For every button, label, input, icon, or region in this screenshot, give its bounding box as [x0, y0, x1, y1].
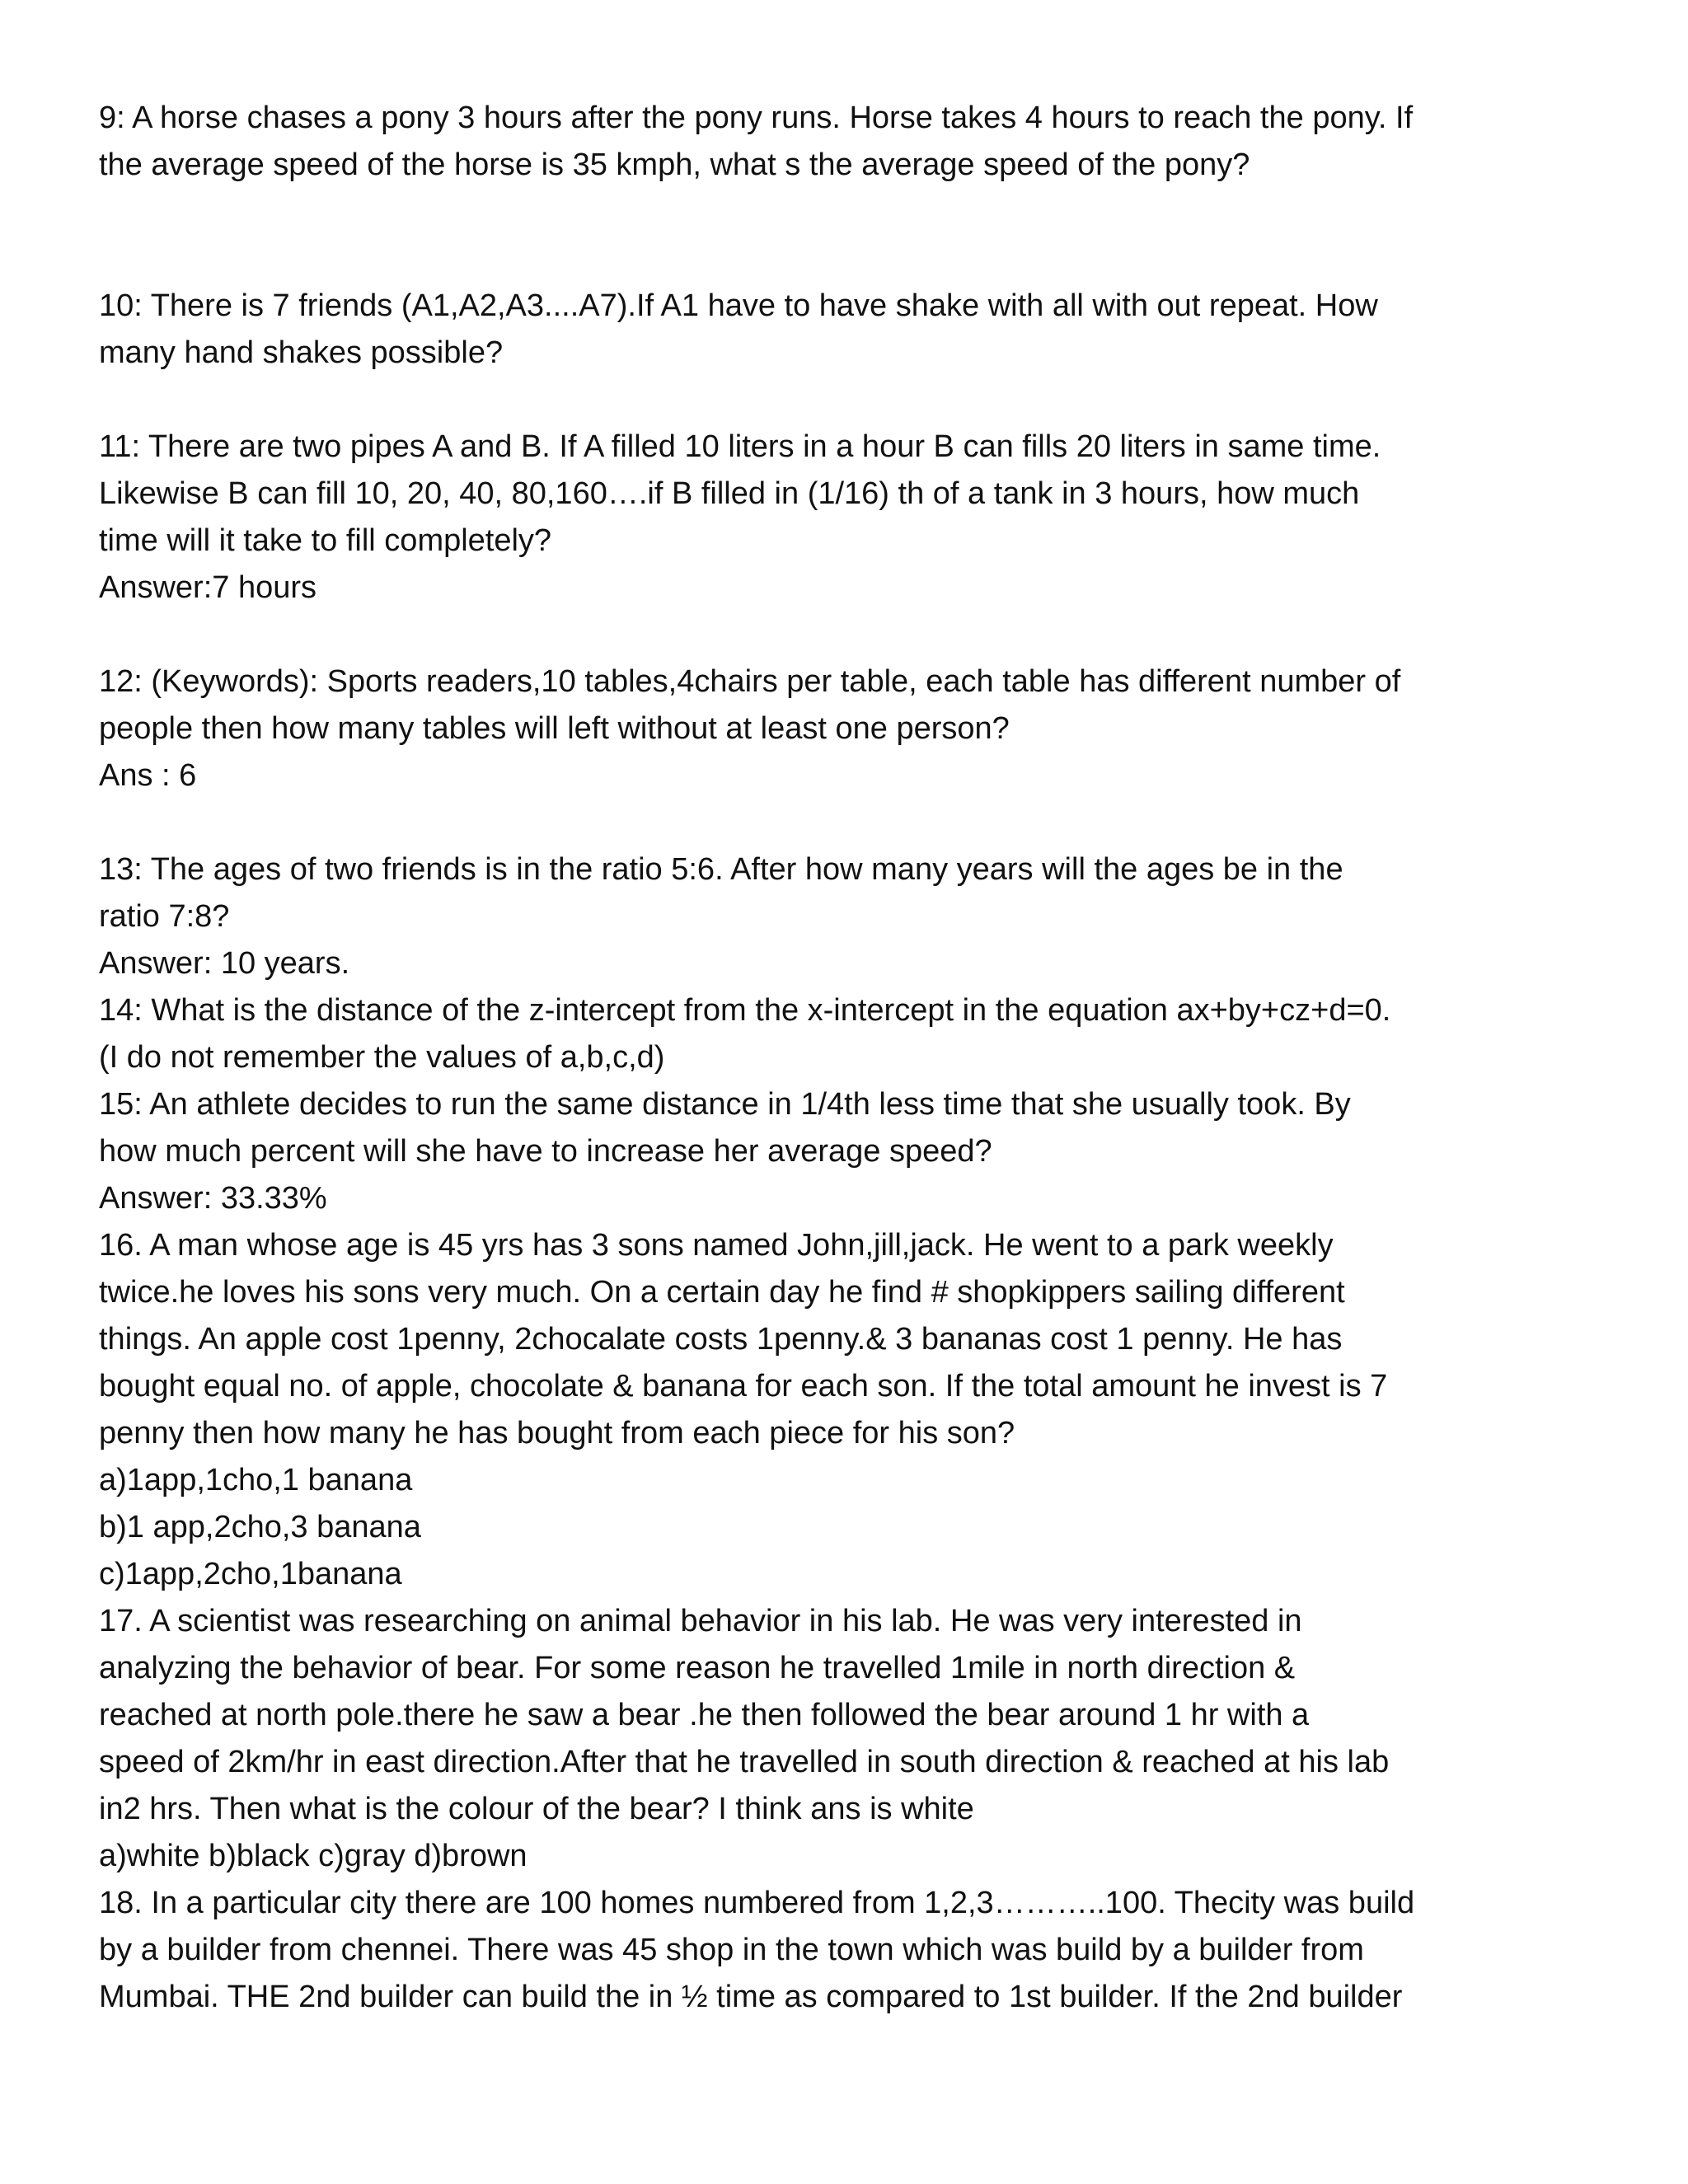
text-line: reached at north pole.there he saw a bear .he then followed the bear around 1 hr with a: [99, 1698, 1310, 1732]
text-line: things. An apple cost 1penny, 2chocalate costs 1penny.& 3 bananas cost 1 penny. He has: [99, 1322, 1343, 1357]
option-line: a)white b)black c)gray d)brown: [99, 1839, 528, 1873]
text-line: 10: There is 7 friends (A1,A2,A3....A7).If A1 have to have shake with all with out repeat. How: [99, 288, 1378, 323]
text-line: how much percent will she have to increase her average speed?: [99, 1134, 992, 1169]
text-line: penny then how many he has bought from each piece for his son?: [99, 1416, 1015, 1451]
text-line: people then how many tables will left without at least one person?: [99, 711, 1010, 746]
text-line: many hand shakes possible?: [99, 335, 504, 370]
text-line: speed of 2km/hr in east direction.After that he travelled in south direction & reached at his lab: [99, 1745, 1390, 1779]
answer-line: Answer: 33.33%: [99, 1181, 327, 1216]
paragraph-gap: [99, 377, 1607, 424]
text-line: 17. A scientist was researching on animal behavior in his lab. He was very interested in: [99, 1604, 1302, 1638]
questions-13-18: [99, 846, 1607, 2021]
text-line: 15: An athlete decides to run the same distance in 1/4th less time that she usually took. By: [99, 1087, 1351, 1122]
text-line: 11: There are two pipes A and B. If A filled 10 liters in a hour B can fills 20 liters in same time.: [99, 429, 1381, 464]
text-line: 16. A man whose age is 45 yrs has 3 sons named John,jill,jack. He went to a park weekly: [99, 1228, 1334, 1263]
text-line: 13: The ages of two friends is in the ratio 5:6. After how many years will the ages be in the: [99, 852, 1343, 887]
option-line: c)1app,2cho,1banana: [99, 1557, 402, 1591]
question-9: [99, 95, 1607, 189]
text-line: Likewise B can fill 10, 20, 40, 80,160….if B filled in (1/16) th of a tank in 3 hours, how much: [99, 476, 1360, 511]
text-line: ratio 7:8?: [99, 899, 230, 934]
text-line: 14: What is the distance of the z-intercept from the x-intercept in the equation ax+by+cz+d=0.: [99, 993, 1391, 1028]
question-12: [99, 658, 1607, 799]
answer-line: Answer:7 hours: [99, 570, 317, 605]
paragraph-gap: [99, 799, 1607, 846]
text-line: the average speed of the horse is 35 kmph, what s the average speed of the pony?: [99, 148, 1250, 182]
text-line: twice.he loves his sons very much. On a certain day he find # shopkippers sailing different: [99, 1275, 1345, 1310]
text-line: in2 hrs. Then what is the colour of the bear? I think ans is white: [99, 1792, 974, 1826]
question-10: [99, 283, 1607, 377]
text-line: bought equal no. of apple, chocolate & banana for each son. If the total amount he invest is 7: [99, 1369, 1388, 1404]
option-line: a)1app,1cho,1 banana: [99, 1463, 413, 1497]
answer-line: Answer: 10 years.: [99, 946, 350, 981]
text-line: 12: (Keywords): Sports readers,10 tables,4chairs per table, each table has different number of: [99, 664, 1401, 699]
answer-line: Ans : 6: [99, 758, 197, 793]
text-line: Mumbai. THE 2nd builder can build the in ½ time as compared to 1st builder. If the 2nd builder: [99, 1980, 1403, 2014]
document-text: [99, 95, 1607, 2021]
text-line: analyzing the behavior of bear. For some reason he travelled 1mile in north direction &: [99, 1651, 1296, 1685]
paragraph-gap: [99, 189, 1607, 283]
paragraph-gap: [99, 612, 1607, 658]
text-line: 18. In a particular city there are 100 homes numbered from 1,2,3………..100. Thecity was build: [99, 1886, 1415, 1920]
text-line: (I do not remember the values of a,b,c,d): [99, 1040, 665, 1075]
option-line: b)1 app,2cho,3 banana: [99, 1510, 421, 1544]
text-line: by a builder from chennei. There was 45 shop in the town which was build by a builder from: [99, 1933, 1364, 1967]
question-11: [99, 424, 1607, 612]
text-line: time will it take to fill completely?: [99, 523, 552, 558]
text-line: 9: A horse chases a pony 3 hours after the pony runs. Horse takes 4 hours to reach the pony. If: [99, 101, 1414, 135]
